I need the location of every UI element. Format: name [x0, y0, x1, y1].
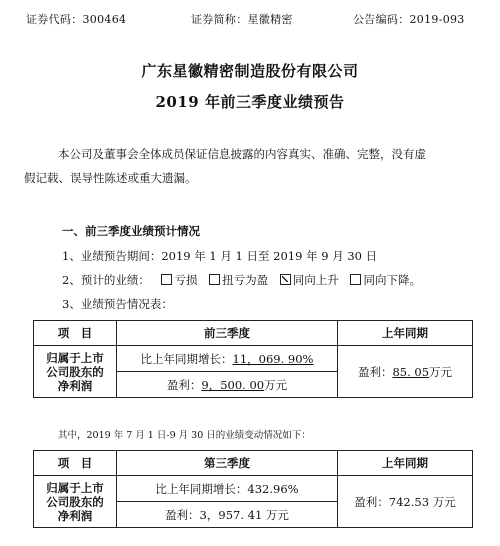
col-third-quarter: 第三季度: [117, 451, 338, 476]
forecast-table-ytd: [33, 320, 473, 398]
checkbox-turnaround: [209, 274, 220, 285]
statement-line-1: 本公司及董事会全体成员保证信息披露的内容真实、准确、完整，没有虚: [58, 147, 426, 161]
forecast-table-q3: [33, 450, 473, 528]
prior-year-cell: [338, 346, 473, 398]
col-prior-year: 上年同期: [338, 451, 473, 476]
rowhead-line: 归属于上市: [46, 350, 104, 365]
expected-performance-label: 2、预计的业绩：: [62, 273, 150, 287]
prior-unit: 万元: [429, 364, 453, 379]
col-item: 项 目: [34, 321, 117, 346]
profit-unit: 万元: [264, 377, 288, 392]
q3-prior-year-cell: 盈利：742.53 万元: [338, 476, 473, 528]
report-title: 2019 年前三季度业绩预告: [155, 93, 345, 111]
section-heading: 一、前三季度业绩预计情况: [62, 224, 200, 238]
forecast-table-caption: 3、业绩预告情况表：: [62, 297, 173, 311]
profit-value: 9，500. 00: [201, 377, 265, 392]
prior-label: 盈利：: [357, 364, 393, 379]
checkbox-decrease: [350, 274, 361, 285]
stock-code: 证券代码：300464: [26, 13, 127, 26]
growth-value: 11，069. 90%: [232, 351, 314, 366]
expected-performance: [62, 272, 421, 288]
checkbox-loss: [161, 274, 172, 285]
prior-value: 85. 05: [392, 364, 430, 379]
col-item: 项 目: [34, 451, 117, 476]
option-turnaround: 扭亏为盈: [222, 273, 269, 287]
growth-label: 比上年同期增长：: [140, 351, 233, 366]
profit-label: 盈利：: [166, 377, 202, 392]
rowhead-line: 净利润: [57, 508, 93, 523]
company-title: 广东星徽精密制造股份有限公司: [141, 62, 359, 80]
q3-growth-cell: 比上年同期增长：432.96%: [117, 476, 338, 502]
statement-line-2: 假记载、误导性陈述或重大遗漏。: [24, 171, 197, 185]
rowhead-line: 净利润: [57, 378, 93, 393]
col-prior-year: 上年同期: [338, 321, 473, 346]
notice-number: 公告编码：2019-093: [353, 13, 465, 26]
stock-abbreviation: 证券简称：星徽精密: [191, 13, 293, 26]
option-decrease: 同向下降。: [363, 273, 421, 287]
row-net-profit: [34, 346, 117, 398]
row-net-profit: [34, 476, 117, 528]
option-loss: 亏损: [174, 273, 198, 287]
checkbox-increase-checked: [280, 274, 291, 285]
rowhead-line: 公司股东的: [46, 364, 104, 379]
q3-profit-cell: 盈利：3，957. 41 万元: [117, 502, 338, 528]
rowhead-line: 公司股东的: [46, 494, 104, 509]
growth-cell: [117, 346, 338, 372]
option-increase: 同向上升: [292, 273, 339, 287]
profit-cell: [117, 372, 338, 398]
col-first-three-quarters: 前三季度: [117, 321, 338, 346]
forecast-period: 1、业绩预告期间：2019 年 1 月 1 日至 2019 年 9 月 30 日: [62, 249, 378, 263]
q3-note: 其中，2019 年 7 月 1 日-9 月 30 日的业绩变动情况如下：: [58, 430, 311, 441]
rowhead-line: 归属于上市: [46, 480, 104, 495]
